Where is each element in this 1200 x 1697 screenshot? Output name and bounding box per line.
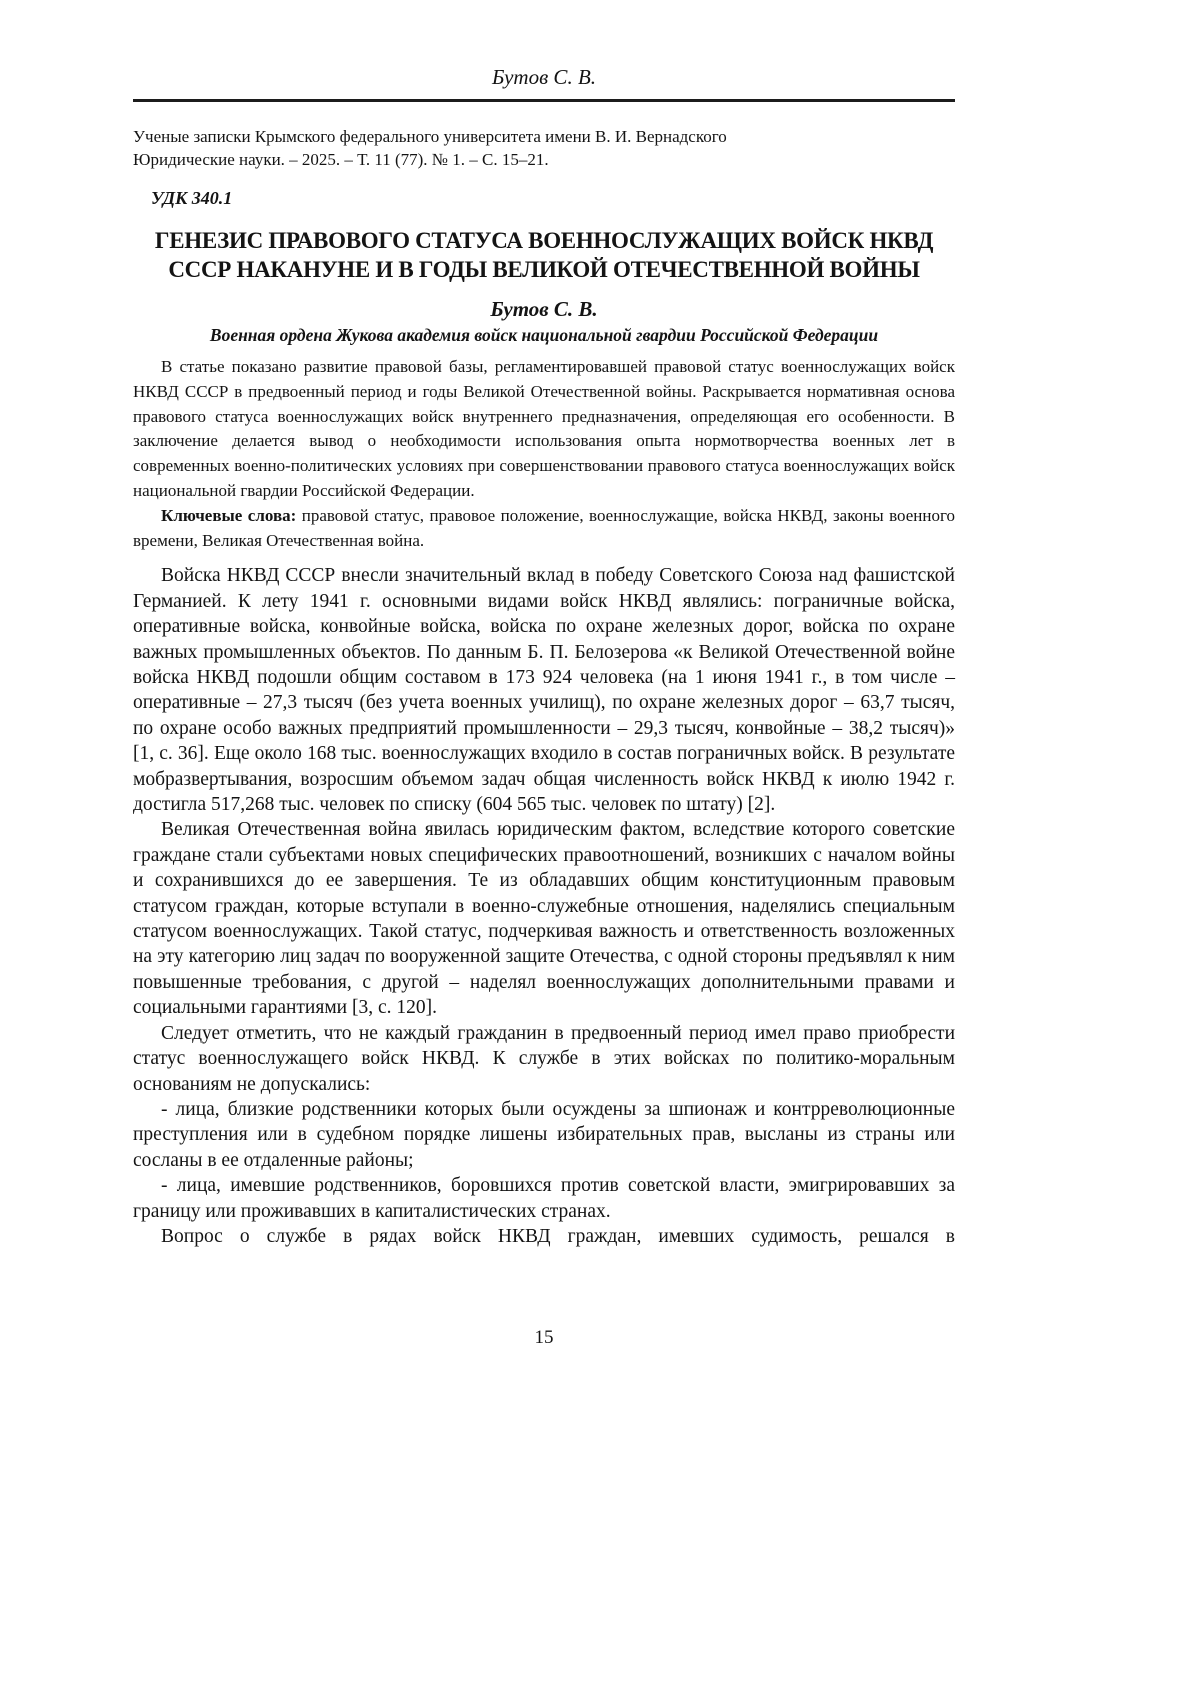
journal-citation-line2: Юридические науки. – 2025. – Т. 11 (77). № 1. – С. 15–21. <box>133 150 549 169</box>
abstract-text: В статье показано развитие правовой базы, регламентировавшей правовой статус военнослужащих войск НКВД СССР в предвоенный период и годы Великой Отечественной войны. Раскрывается нормативная основа правового статуса военнослужащих войск внутреннего предназначения, определяющая его особенности. В заключение делается вывод о необходимости использования опыта нормотворчества военных лет в современных военно-политических условиях при совершенствовании правового статуса военнослужащих войск национальной гвардии Российской Федерации. <box>133 357 955 500</box>
article-author: Бутов С. В. <box>490 297 598 321</box>
article-affiliation: Военная ордена Жукова академия войск национальной гвардии Российской Федерации <box>209 325 879 345</box>
journal-citation-line1: Ученые записки Крымского федерального университета имени В. И. Вернадского <box>133 127 727 146</box>
abstract <box>133 355 955 504</box>
body-paragraph: Следует отметить, что не каждый гражданин в предвоенный период имел право приобрести статус военнослужащего войск НКВД. К службе в этих войсках по политико-моральным основаниям не допускались: <box>133 1022 955 1095</box>
keywords-label: Ключевые слова: <box>161 505 297 525</box>
running-header-author: Бутов С. В. <box>491 65 597 89</box>
keywords-text: правовой статус, правовое положение, военнослужащие, войска НКВД, законы военного времени, Великая Отечественная война. <box>133 505 955 550</box>
body-paragraph: Вопрос о службе в рядах войск НКВД граждан, имевших судимость, решался в <box>161 1225 955 1247</box>
article-body <box>133 563 955 1249</box>
article-title-line1: ГЕНЕЗИС ПРАВОВОГО СТАТУСА ВОЕННОСЛУЖАЩИХ ВОЙСК НКВД <box>154 228 934 253</box>
journal-citation <box>133 125 955 171</box>
page-content <box>133 0 955 1249</box>
running-header <box>133 64 955 90</box>
body-paragraph: Войска НКВД СССР внесли значительный вклад в победу Советского Союза над фашистской Германией. К лету 1941 г. основными видами войск НКВД являлись: пограничные войска, оперативные войска, конвойные войска, войска по охране железных дорог, войска по охране важных промышленных объектов. По данным Б. П. Белозерова «к Великой Отечественной войне войска НКВД подошли общим составом в 173 924 человека (на 1 июня 1941 г., в том числе – оперативные – 27,3 тысяч (без учета военных училищ), по охране железных дорог – 63,7 тысяч, по охране особо важных предприятий промышленности – 29,3 тысяч, конвойные – 38,2 тысяч)» [1, с. 36]. Еще около 168 тыс. военнослужащих входило в состав пограничных войск. В результате мобразвертывания, возросшим объемом задач общая численность войск НКВД к июлю 1942 г. достигла 517,268 тыс. человек по списку (604 565 тыс. человек по штату) [2]. <box>133 565 955 816</box>
article-title <box>133 226 955 284</box>
body-paragraph-list-item: - лица, имевшие родственников, боровшихся против советской власти, эмигрировавших за границу или проживавших в капиталистических странах. <box>133 1175 955 1222</box>
body-paragraph: Великая Отечественная война явилась юридическим фактом, вследствие которого советские граждане стали субъектами новых специфических правоотношений, возникших с началом войны и сохранившихся до ее завершения. Те из обладавших общим конституционным правовым статусом граждан, которые вступали в военно-служебные отношения, наделялись специальным статусом военнослужащих. Такой статус, подчеркивая важность и ответственность возложенных на эту категорию лиц задач по вооруженной защите Отечества, с одной стороны предъявлял к ним повышенные требования, с другой – наделял военнослужащих дополнительными правами и социальными гарантиями [3, с. 120]. <box>133 819 955 1019</box>
body-paragraph-list-item: - лица, близкие родственники которых были осуждены за шпионаж и контрреволюционные преступления или в судебном порядке лишены избирательных прав, высланы из страны или сосланы в ее отдаленные районы; <box>133 1098 955 1171</box>
page-number: 15 <box>534 1327 554 1348</box>
keywords <box>133 504 955 554</box>
article-title-line2: СССР НАКАНУНЕ И В ГОДЫ ВЕЛИКОЙ ОТЕЧЕСТВЕННОЙ ВОЙНЫ <box>168 257 920 282</box>
udc-code: УДК 340.1 <box>151 188 233 208</box>
header-rule <box>133 99 955 102</box>
